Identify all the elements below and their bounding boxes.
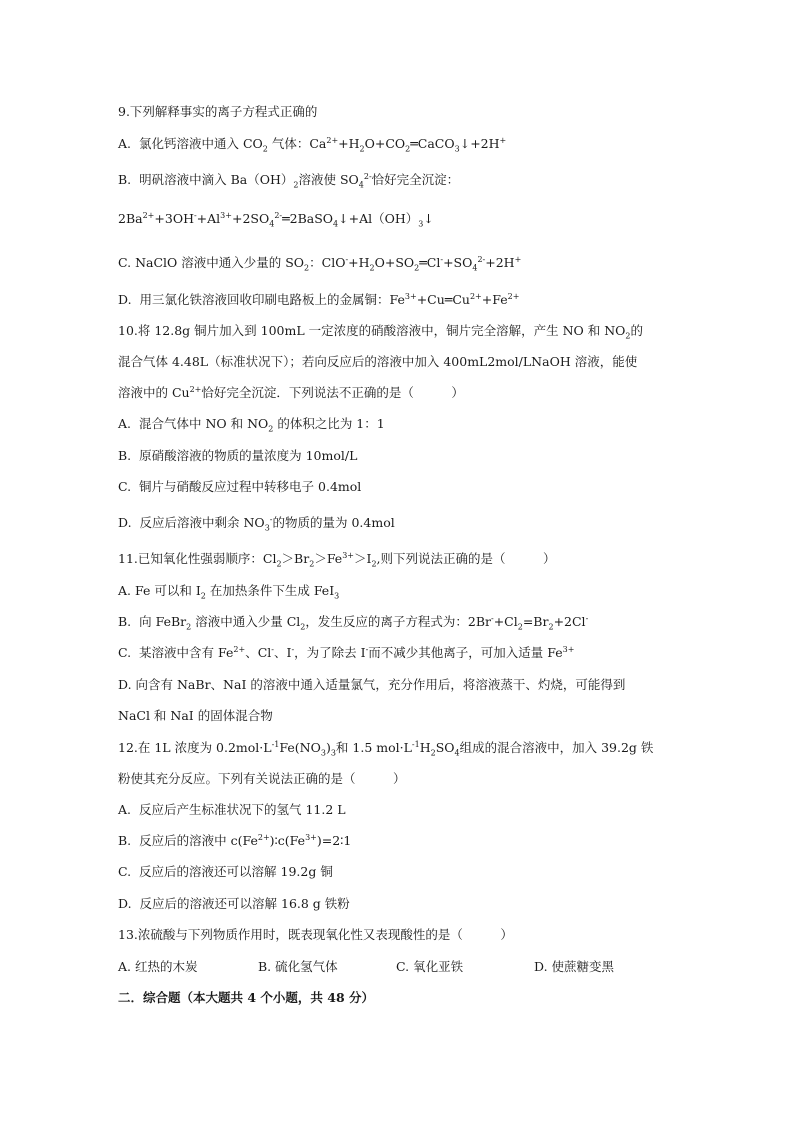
q12-option-d: D. 反应后的溶液还可以溶解 16.8 g 铁粉: [118, 896, 350, 911]
q11-option-b: B. 向 FeBr$_2$ 溶液中通入少量 $Cl_2$，发生反应的离子方程式为：$2Br^-+Cl_2=Br_2+2Cl^-$: [118, 613, 589, 632]
q13-option-a: A. 红热的木炭: [118, 959, 198, 974]
q9-option-c: C. NaClO 溶液中通入少量的 $SO_2$：$ClO^-+H_2O+SO_2═Cl^-+SO_4^{2-}+2H^+$: [118, 254, 522, 273]
q12-stem-line1: 12.在 1L 浓度为 $0.2mol\cdot L^{-1}Fe(NO_3)_3$和 1.5 $mol\cdot L^{-1}H_2SO_4$组成的混合溶液中，加入 39.2g 铁: [118, 739, 654, 758]
q11-option-d-line1: D. 向含有 NaBr、NaI 的溶液中通入适量氯气，充分作用后，将溶液蒸干、灼烧，可能得到: [118, 677, 626, 692]
q13-options-row: [118, 959, 678, 975]
q11-option-a: A. Fe 可以和 $I_2$ 在加热条件下生成 FeI$_3$: [118, 583, 340, 601]
q10-stem-line3: 溶液中的 $Cu^{2+}$恰好完全沉淀．下列说法不正确的是（ ）: [118, 384, 464, 400]
q9-option-b-line1: B. 明矾溶液中滴入 $Ba(OH)_2$溶液使 $SO_4^{2-}$恰好完全沉淀：: [118, 171, 460, 190]
q9-option-a: A. 氯化钙溶液中通入 $CO_2$ 气体：$Ca^{2+}+H_2O+CO_2═CaCO_3↓+2H^+$: [118, 135, 507, 154]
q10-option-d: D. 反应后溶液中剩余 $NO_3^-$的物质的量为 0.4mol: [118, 514, 395, 533]
q11-option-c: C. 某溶液中含有 $Fe^{2+}$、Cl-、I-，为了除去 I-而不减少其他离子，可加入适量 $Fe^{3+}$: [118, 644, 575, 660]
q13-option-b: B. 硫化氢气体: [258, 959, 338, 974]
q10-stem-line2: 混合气体 4.48L（标准状况下）；若向反应后的溶液中加入 400mL2mol/LNaOH 溶液，能使: [118, 354, 638, 369]
q9-stem: 9.下列解释事实的离子方程式正确的: [118, 104, 318, 119]
q13-stem: 13.浓硫酸与下列物质作用时，既表现氧化性又表现酸性的是（ ）: [118, 927, 513, 942]
q10-option-b: B. 原硝酸溶液的物质的量浓度为 10mol/L: [118, 448, 358, 463]
q13-option-d: D. 使蔗糖变黑: [534, 959, 615, 974]
q12-option-b: B. 反应后的溶液中 $c(Fe^{2+})∶c(Fe^{3+})=2∶1$: [118, 832, 352, 848]
q13-option-c: C. 氧化亚铁: [396, 959, 464, 974]
q10-option-a: A. 混合气体中 NO 和 $NO_2$ 的体积之比为 1：1: [118, 416, 385, 434]
q12-option-a: A. 反应后产生标准状况下的氢气 11.2 L: [118, 802, 346, 817]
q9-option-d: D. 用三氯化铁溶液回收印刷电路板上的金属铜：$Fe^{3+}+Cu═Cu^{2+}+Fe^{2+}$: [118, 291, 520, 307]
q12-option-c: C. 反应后的溶液还可以溶解 19.2g 铜: [118, 864, 333, 879]
q12-stem-line2: 粉使其充分反应。下列有关说法正确的是（ ）: [118, 771, 406, 786]
q10-stem-line1: 10.将 12.8g 铜片加入到 100mL 一定浓度的硝酸溶液中，铜片完全溶解，产生 NO 和 $NO_2$的: [118, 323, 644, 341]
q9-option-b-line2: $2Ba^{2+}+3OH^-+Al^{3+}+2SO_4^{2-}═2BaSO_4↓+Al(OH)_3↓$: [118, 210, 434, 229]
q10-option-c: C. 铜片与硝酸反应过程中转移电子 0.4mol: [118, 479, 362, 494]
q11-stem: 11.已知氧化性强弱顺序：$Cl_2>Br_2>Fe^{3+}>I_2$,则下列说法正确的是（ ）: [118, 550, 556, 569]
section-2-heading: 二．综合题（本大题共 4 个小题，共 48 分）: [118, 990, 375, 1005]
q11-option-d-line2: NaCl 和 NaI 的固体混合物: [118, 708, 273, 723]
